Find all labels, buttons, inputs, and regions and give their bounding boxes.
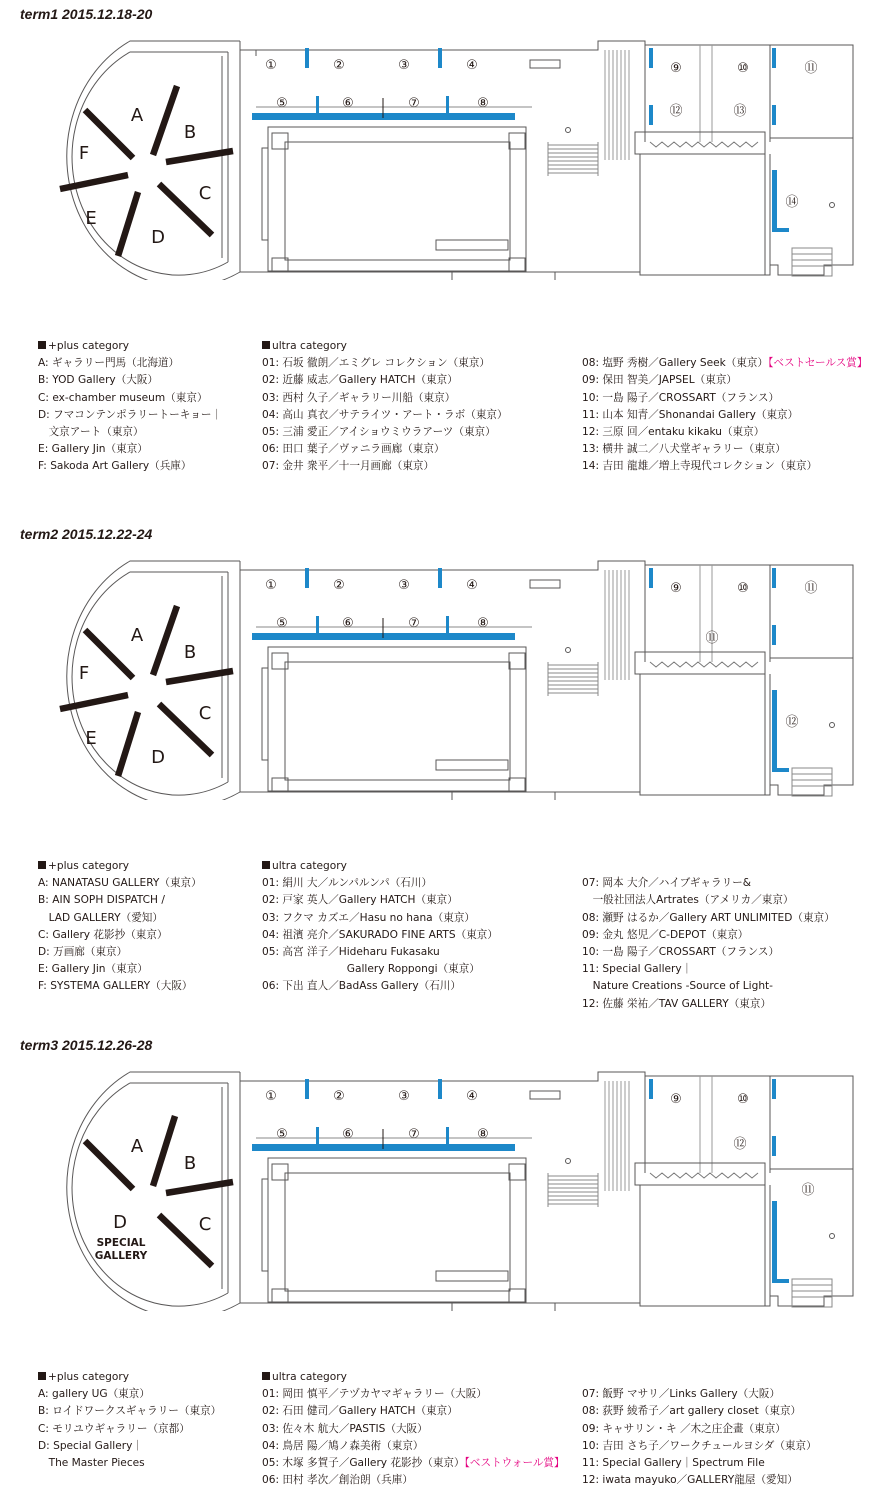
list-item: 13: 横井 誠二／八犬堂ギャラリー（東京） xyxy=(582,443,786,456)
list-item: Gallery Roppongi（東京） xyxy=(262,963,480,976)
list-item: 10: 一島 陽子／CROSSART（フランス） xyxy=(582,945,780,958)
list-item: A: NANATASU GALLERY（東京） xyxy=(38,877,202,890)
sector-label: E xyxy=(85,208,97,229)
square-bullet-icon xyxy=(38,341,46,349)
list-item: 07: 飯野 マサリ／Links Gallery（大阪） xyxy=(582,1388,781,1401)
list-item: 14: 吉田 龍雄／増上寺現代コレクション（東京） xyxy=(582,460,818,473)
sector-label: D xyxy=(151,227,165,248)
list-item: 10: 一島 陽子／CROSSART（フランス） xyxy=(582,391,780,404)
sector-label: C xyxy=(198,1214,212,1235)
ultra-category-list xyxy=(262,858,498,996)
sector-label: D xyxy=(151,747,165,768)
list-item: 05: 木塚 多賀子／Gallery 花影抄（東京）【ベストウォール賞】 xyxy=(262,1456,565,1469)
list-item: 04: 高山 真衣／サテライツ・アート・ラボ（東京） xyxy=(262,408,508,421)
list-item: B: ロイドワークスギャラリー（東京） xyxy=(38,1405,222,1418)
list-item: C: ex-chamber museum（東京） xyxy=(38,391,208,404)
booth-number: ⑪ xyxy=(804,61,818,76)
list-item: 11: Special Gallery｜ xyxy=(582,963,693,976)
booth-number: ④ xyxy=(466,578,478,593)
list-item: 05: 三浦 愛正／アイショウミウラアーツ（東京） xyxy=(262,425,496,438)
booth-number: ③ xyxy=(398,1089,410,1104)
list-item: 06: 下出 直人／BadAss Gallery（石川） xyxy=(262,980,461,993)
ultra-category-list-2 xyxy=(582,338,868,476)
sector-label: A xyxy=(130,105,144,126)
booth-number: ⑩ xyxy=(737,581,749,596)
square-bullet-icon xyxy=(262,341,270,349)
list-item: C: Gallery 花影抄（東京） xyxy=(38,928,168,941)
list-item: 04: 祖濱 亮介／SAKURADO FINE ARTS（東京） xyxy=(262,928,498,941)
list-item: 06: 田口 葉子／ヴァニラ画廊（東京） xyxy=(262,443,445,456)
booth-number: ① xyxy=(265,58,277,73)
booth-number: ⑤ xyxy=(276,1127,288,1142)
list-item: 09: 保田 智美／JAPSEL（東京） xyxy=(582,374,738,387)
list-item: A: gallery UG（東京） xyxy=(38,1388,150,1401)
booth-number: ⑩ xyxy=(737,1092,749,1107)
list-item: 02: 石田 健司／Gallery HATCH（東京） xyxy=(262,1405,458,1418)
list-item: 10: 吉田 さち子／ワークチュールヨシダ（東京） xyxy=(582,1439,817,1452)
list-item: LAD GALLERY（愛知） xyxy=(38,911,163,924)
booth-number: ⑨ xyxy=(670,61,682,76)
list-item: D: フマコンテンポラリートーキョー｜ xyxy=(38,408,223,421)
booth-number: ② xyxy=(333,1089,345,1104)
list-item: 09: 金丸 悠児／C-DEPOT（東京） xyxy=(582,928,749,941)
list-item: D: Special Gallery｜ xyxy=(38,1439,143,1452)
list-item: 12: 三原 回／entaku kikaku（東京） xyxy=(582,425,765,438)
ultra-category-list xyxy=(262,1369,565,1489)
booth-number: ⑧ xyxy=(477,96,489,111)
booth-number: ⑧ xyxy=(477,616,489,631)
ultra-category-list-2 xyxy=(582,1369,817,1489)
list-item: 一般社団法人Artrates（アメリカ／東京） xyxy=(582,894,794,907)
list-item: 11: 山本 知青／Shonandai Gallery（東京） xyxy=(582,408,799,421)
plus-heading: +plus category xyxy=(48,1371,129,1383)
list-item: B: YOD Gallery（大阪） xyxy=(38,374,159,387)
list-item: 07: 金井 衆平／十一月画廊（東京） xyxy=(262,460,435,473)
term-title: term3 2015.12.26-28 xyxy=(20,1037,153,1053)
sector-label: A xyxy=(130,625,144,646)
booth-number: ⑥ xyxy=(342,1127,354,1142)
list-item: D: 万画廊（東京） xyxy=(38,945,128,958)
list-item: 06: 田村 孝次／創治朗（兵庫） xyxy=(262,1474,413,1487)
list-item: 01: 岡田 慎平／テヅカヤマギャラリー（大阪） xyxy=(262,1388,487,1401)
list-item: 11: Special Gallery｜Spectrum File xyxy=(582,1456,765,1469)
booth-number: ④ xyxy=(466,58,478,73)
sector-label: E xyxy=(85,728,97,749)
booth-number: ⑦ xyxy=(408,616,420,631)
plus-heading: +plus category xyxy=(48,860,129,872)
award-badge: 【ベストウォール賞】 xyxy=(464,1456,565,1469)
plus-category-list xyxy=(38,858,202,996)
list-item: F: SYSTEMA GALLERY（大阪） xyxy=(38,980,193,993)
plus-category-list xyxy=(38,338,222,476)
booth-number: ⑧ xyxy=(477,1127,489,1142)
list-item: E: Gallery Jin（東京） xyxy=(38,963,148,976)
square-bullet-icon xyxy=(38,1372,46,1380)
list-item: 08: 瀬野 はるか／Gallery ART UNLIMITED（東京） xyxy=(582,911,835,924)
list-item: Nature Creations -Source of Light- xyxy=(582,980,774,993)
list-item: 09: キャサリン・キ ／木之庄企畫（東京） xyxy=(582,1422,786,1435)
list-item: 03: 佐々木 航大／PASTIS（大阪） xyxy=(262,1422,428,1435)
list-item: 文京アート（東京） xyxy=(38,425,144,438)
list-item: F: Sakoda Art Gallery（兵庫） xyxy=(38,460,192,473)
booth-number: ③ xyxy=(398,578,410,593)
sector-label: F xyxy=(78,143,90,164)
list-item: 01: 石坂 徹朗／エミグレ コレクション（東京） xyxy=(262,357,491,370)
sector-label: A xyxy=(130,1136,144,1157)
sector-label: F xyxy=(78,663,90,684)
booth-number: ⑬ xyxy=(733,104,747,119)
booth-number: ⑤ xyxy=(276,96,288,111)
ultra-heading: ultra category xyxy=(272,340,347,352)
list-item: 02: 近藤 威志／Gallery HATCH（東京） xyxy=(262,374,458,387)
list-item: 03: フクマ カズエ／Hasu no hana（東京） xyxy=(262,911,476,924)
sector-label: D xyxy=(113,1212,127,1233)
square-bullet-icon xyxy=(262,1372,270,1380)
special-gallery-label: GALLERY xyxy=(94,1250,148,1262)
booth-number: ② xyxy=(333,578,345,593)
ultra-heading: ultra category xyxy=(272,1371,347,1383)
list-item: The Master Pieces xyxy=(38,1456,145,1469)
term-title: term1 2015.12.18-20 xyxy=(20,6,153,22)
booth-number: ⑩ xyxy=(737,61,749,76)
award-badge: 【ベストセールス賞】 xyxy=(768,357,868,370)
list-item: 03: 西村 久子／ギャラリー川船（東京） xyxy=(262,391,456,404)
square-bullet-icon xyxy=(262,861,270,869)
ultra-category-list xyxy=(262,338,508,476)
list-item: 07: 岡本 大介／ハイブギャラリー& xyxy=(582,877,752,890)
list-item: 12: 佐藤 栄祐／TAV GALLERY（東京） xyxy=(582,997,772,1010)
booth-number: ① xyxy=(265,1089,277,1104)
booth-number: ⑦ xyxy=(408,96,420,111)
booth-number: ⑪ xyxy=(801,1183,815,1198)
list-item: C: モリユウギャラリー（京都） xyxy=(38,1422,190,1435)
booth-number: ⑨ xyxy=(670,581,682,596)
booth-number: ⑭ xyxy=(785,195,799,210)
booth-number: ⑨ xyxy=(670,1092,682,1107)
list-item: 02: 戸家 英人／Gallery HATCH（東京） xyxy=(262,894,458,907)
booth-number: ③ xyxy=(398,58,410,73)
square-bullet-icon xyxy=(38,861,46,869)
booth-number: ⑫ xyxy=(785,715,799,730)
list-item: 08: 塩野 秀樹／Gallery Seek（東京）【ベストセールス賞】 xyxy=(582,357,868,370)
booth-number: ⑥ xyxy=(342,96,354,111)
floor-plan xyxy=(0,30,875,280)
booth-number: ⑥ xyxy=(342,616,354,631)
sector-label: B xyxy=(183,122,197,143)
special-gallery-label: SPECIAL xyxy=(96,1237,146,1249)
floor-plan xyxy=(0,550,875,800)
list-item: 05: 高宮 洋子／Hideharu Fukasaku xyxy=(262,945,440,958)
plus-heading: +plus category xyxy=(48,340,129,352)
booth-number: ④ xyxy=(466,1089,478,1104)
list-item: 01: 絹川 大／ルンパルンパ（石川） xyxy=(262,877,433,890)
sector-label: B xyxy=(183,1153,197,1174)
list-item: 12: iwata mayuko／GALLERY龍屋（愛知） xyxy=(582,1474,798,1487)
list-item: A: ギャラリー門馬（北海道） xyxy=(38,357,180,370)
booth-number: ⑤ xyxy=(276,616,288,631)
list-item: E: Gallery Jin（東京） xyxy=(38,443,148,456)
list-item: 04: 鳥居 陽／鳩ノ森美術（東京） xyxy=(262,1439,424,1452)
booth-number: ② xyxy=(333,58,345,73)
ultra-heading: ultra category xyxy=(272,860,347,872)
list-item: 08: 荻野 綾希子／art gallery closet（東京） xyxy=(582,1405,802,1418)
booth-number: ⑪ xyxy=(804,581,818,596)
floor-plan xyxy=(0,1061,875,1311)
booth-number: ① xyxy=(265,578,277,593)
term-title: term2 2015.12.22-24 xyxy=(20,526,153,542)
sector-label: C xyxy=(198,703,212,724)
booth-number: ⑫ xyxy=(733,1137,747,1152)
ultra-category-list-2 xyxy=(582,858,835,1013)
sector-label: B xyxy=(183,642,197,663)
booth-number: ⑦ xyxy=(408,1127,420,1142)
sector-label: C xyxy=(198,183,212,204)
list-item: B: AIN SOPH DISPATCH / xyxy=(38,894,165,907)
booth-number: ⑫ xyxy=(669,104,683,119)
plus-category-list xyxy=(38,1369,221,1472)
booth-number: ⑪ xyxy=(705,631,719,646)
